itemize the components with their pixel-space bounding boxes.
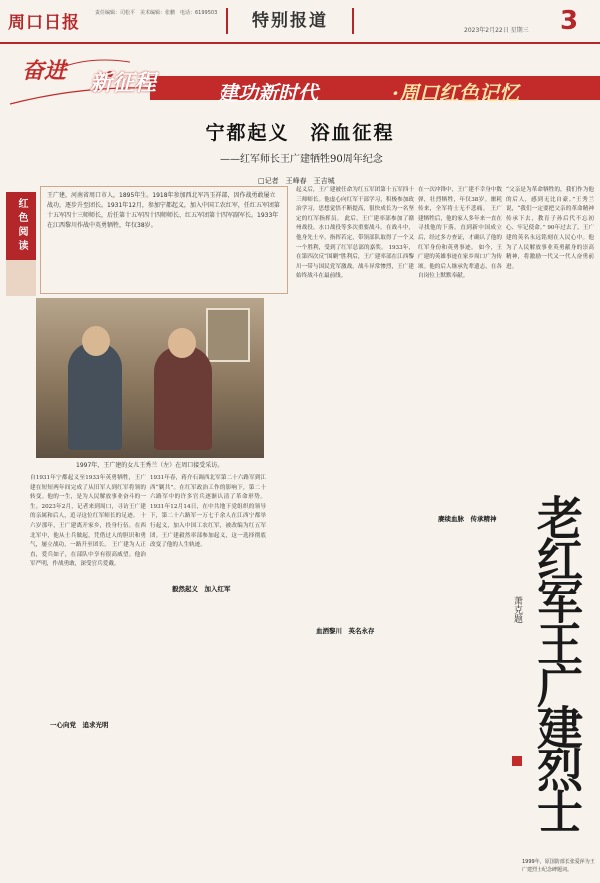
theme-banner [0,46,600,116]
side-label-text: 红色阅读 [6,192,36,260]
calligraphy-caption: 1999年，原国防部长张爱萍为王广建烈士纪念碑题词。 [522,859,595,873]
section-title: 特别报道 [226,8,354,34]
calligraphy-main-text: 老红军王广建烈士 [530,494,584,830]
photo-caption: 1997年，王广建的女儿王秀兰（左）在周口接受采访。 [76,462,224,469]
article-byline: □记者 王峰春 王吉城 [258,177,335,185]
banner-word-2: 新征程 [90,70,157,96]
red-reading-label [6,192,36,296]
person-right [154,346,212,450]
subheading-2: 毅然起义 加入红军 [172,585,231,593]
person-left [68,342,122,450]
calligraphy-inscription [506,492,594,858]
family-photo [36,298,264,458]
red-seal-icon [512,756,522,766]
person-left-head [82,326,110,356]
banner-word-3: 建功新时代 [218,81,318,105]
issue-date: 2023年2月22日 星期三 [464,27,529,34]
calligraphy-signature: 萧克题 [512,596,522,623]
editor-info: 责任编辑：司松平 美术编辑：张鹏 电话：6199503 [95,10,218,16]
banner-word-1: 奋进 [22,58,67,84]
person-right-head [168,328,196,358]
page-header [0,0,600,44]
side-label-decoration [6,260,36,296]
article-column-2: 1931年春，蒋介石调西北军第二十六路军到江西“剿共”。在红军政治工作的影响下，第二十六路军中的许多官兵逐渐认清了革命形势。 1931年12月14日，在中共地下党组织的领导下，第二十六路军一万七千余人在江西宁都举行起义，加入中国工农红军，被改编为红五军团。王广建毅然率部参加起义，这一选择彻底改变了他的人生轨迹。 [150,475,266,549]
page-number: 3 [560,6,579,36]
article-column-5: “父亲是为革命牺牲的，我们作为他的后人，感到无比自豪。”王秀兰说，“我们一定要把父亲的革命精神传承下去，教育子孙后代不忘初心、牢记使命。” 90年过去了，王广建的英名永远铭刻在人民心中。他为了人民解放事业英勇献身的崇高精神，将激励一代又一代人奋勇前进。 [506,187,594,270]
newspaper-masthead: 周口日报 [8,13,80,33]
article-column-4: 在一次冲锋中，王广建不幸身中数弹，壮烈牺牲，年仅38岁。噩耗传来，全军将士无不悲痛。 王广建牺牲后，他的家人多年来一直在寻找他的下落。直到新中国成立后，经过多方查证，才确认了他的红军身份和英勇事迹。 如今，王广建的英雄事迹在家乡周口广为传颂。他的后人继承先辈遗志，在各自岗位上默默奉献。 [418,187,502,280]
subheading-1: 一心向党 追求光明 [50,721,109,729]
subheading-4: 赓续血脉 传承精神 [438,515,497,523]
article-column-1: 自1931年宁都起义至1933年英勇牺牲，王广建在短短两年间完成了从旧军人到红军将领的转变。他的一生，是为人民解放事业奋斗的一生。2023年2月，记者来到周口，寻访王广建的亲属和后人，追寻这位红军师长的足迹。 十六岁那年，王广建离开家乡，投身行伍。在西北军中，他从士兵做起，凭借过人的胆识和勇气，屡立战功，一路升至团长。 王广建为人正直，爱兵如子，在部队中享有很高威望。他治军严明，作战勇敢，深受官兵爱戴。 [30,475,146,568]
article-column-3: 起义后，王广建被任命为红五军团第十五军四十三师师长。他虚心向红军干部学习，积极参加政治学习，思想觉悟不断提高，很快成长为一名坚定的红军指挥员。 此后，王广建率部参加了赣州战役、水口战役等多次重要战斗。在战斗中，他身先士卒，指挥若定，带领部队取得了一个又一个胜利，受到了红军总部的嘉奖。 1933年，在第四次反“围剿”胜利后，王广建率部在江西黎川一带与国民党军激战。战斗异常惨烈，王广建始终战斗在最前线。 [296,187,414,280]
article-headline: 宁都起义 浴血征程 [205,122,395,144]
subheading-3: 血洒黎川 英名永存 [316,627,375,635]
article-subtitle: ——红军师长王广建牺牲90周年纪念 [220,154,383,165]
profile-box: 王广建，河南省周口市人，1895年生。1918年参加西北军冯玉祥部，因作战勇敢屡立战功，逐步升至团长。1931年12月，参加宁都起义，加入中国工农红军，任红五军团第十五军四十三师师长，后任第十五军四十四师师长、红五军团第十四军副军长。1933年在江西黎川作战中英勇牺牲，年仅38岁。 [40,186,288,294]
banner-word-4: ·周口红色记忆 [392,81,519,105]
photo-frame [206,308,250,362]
